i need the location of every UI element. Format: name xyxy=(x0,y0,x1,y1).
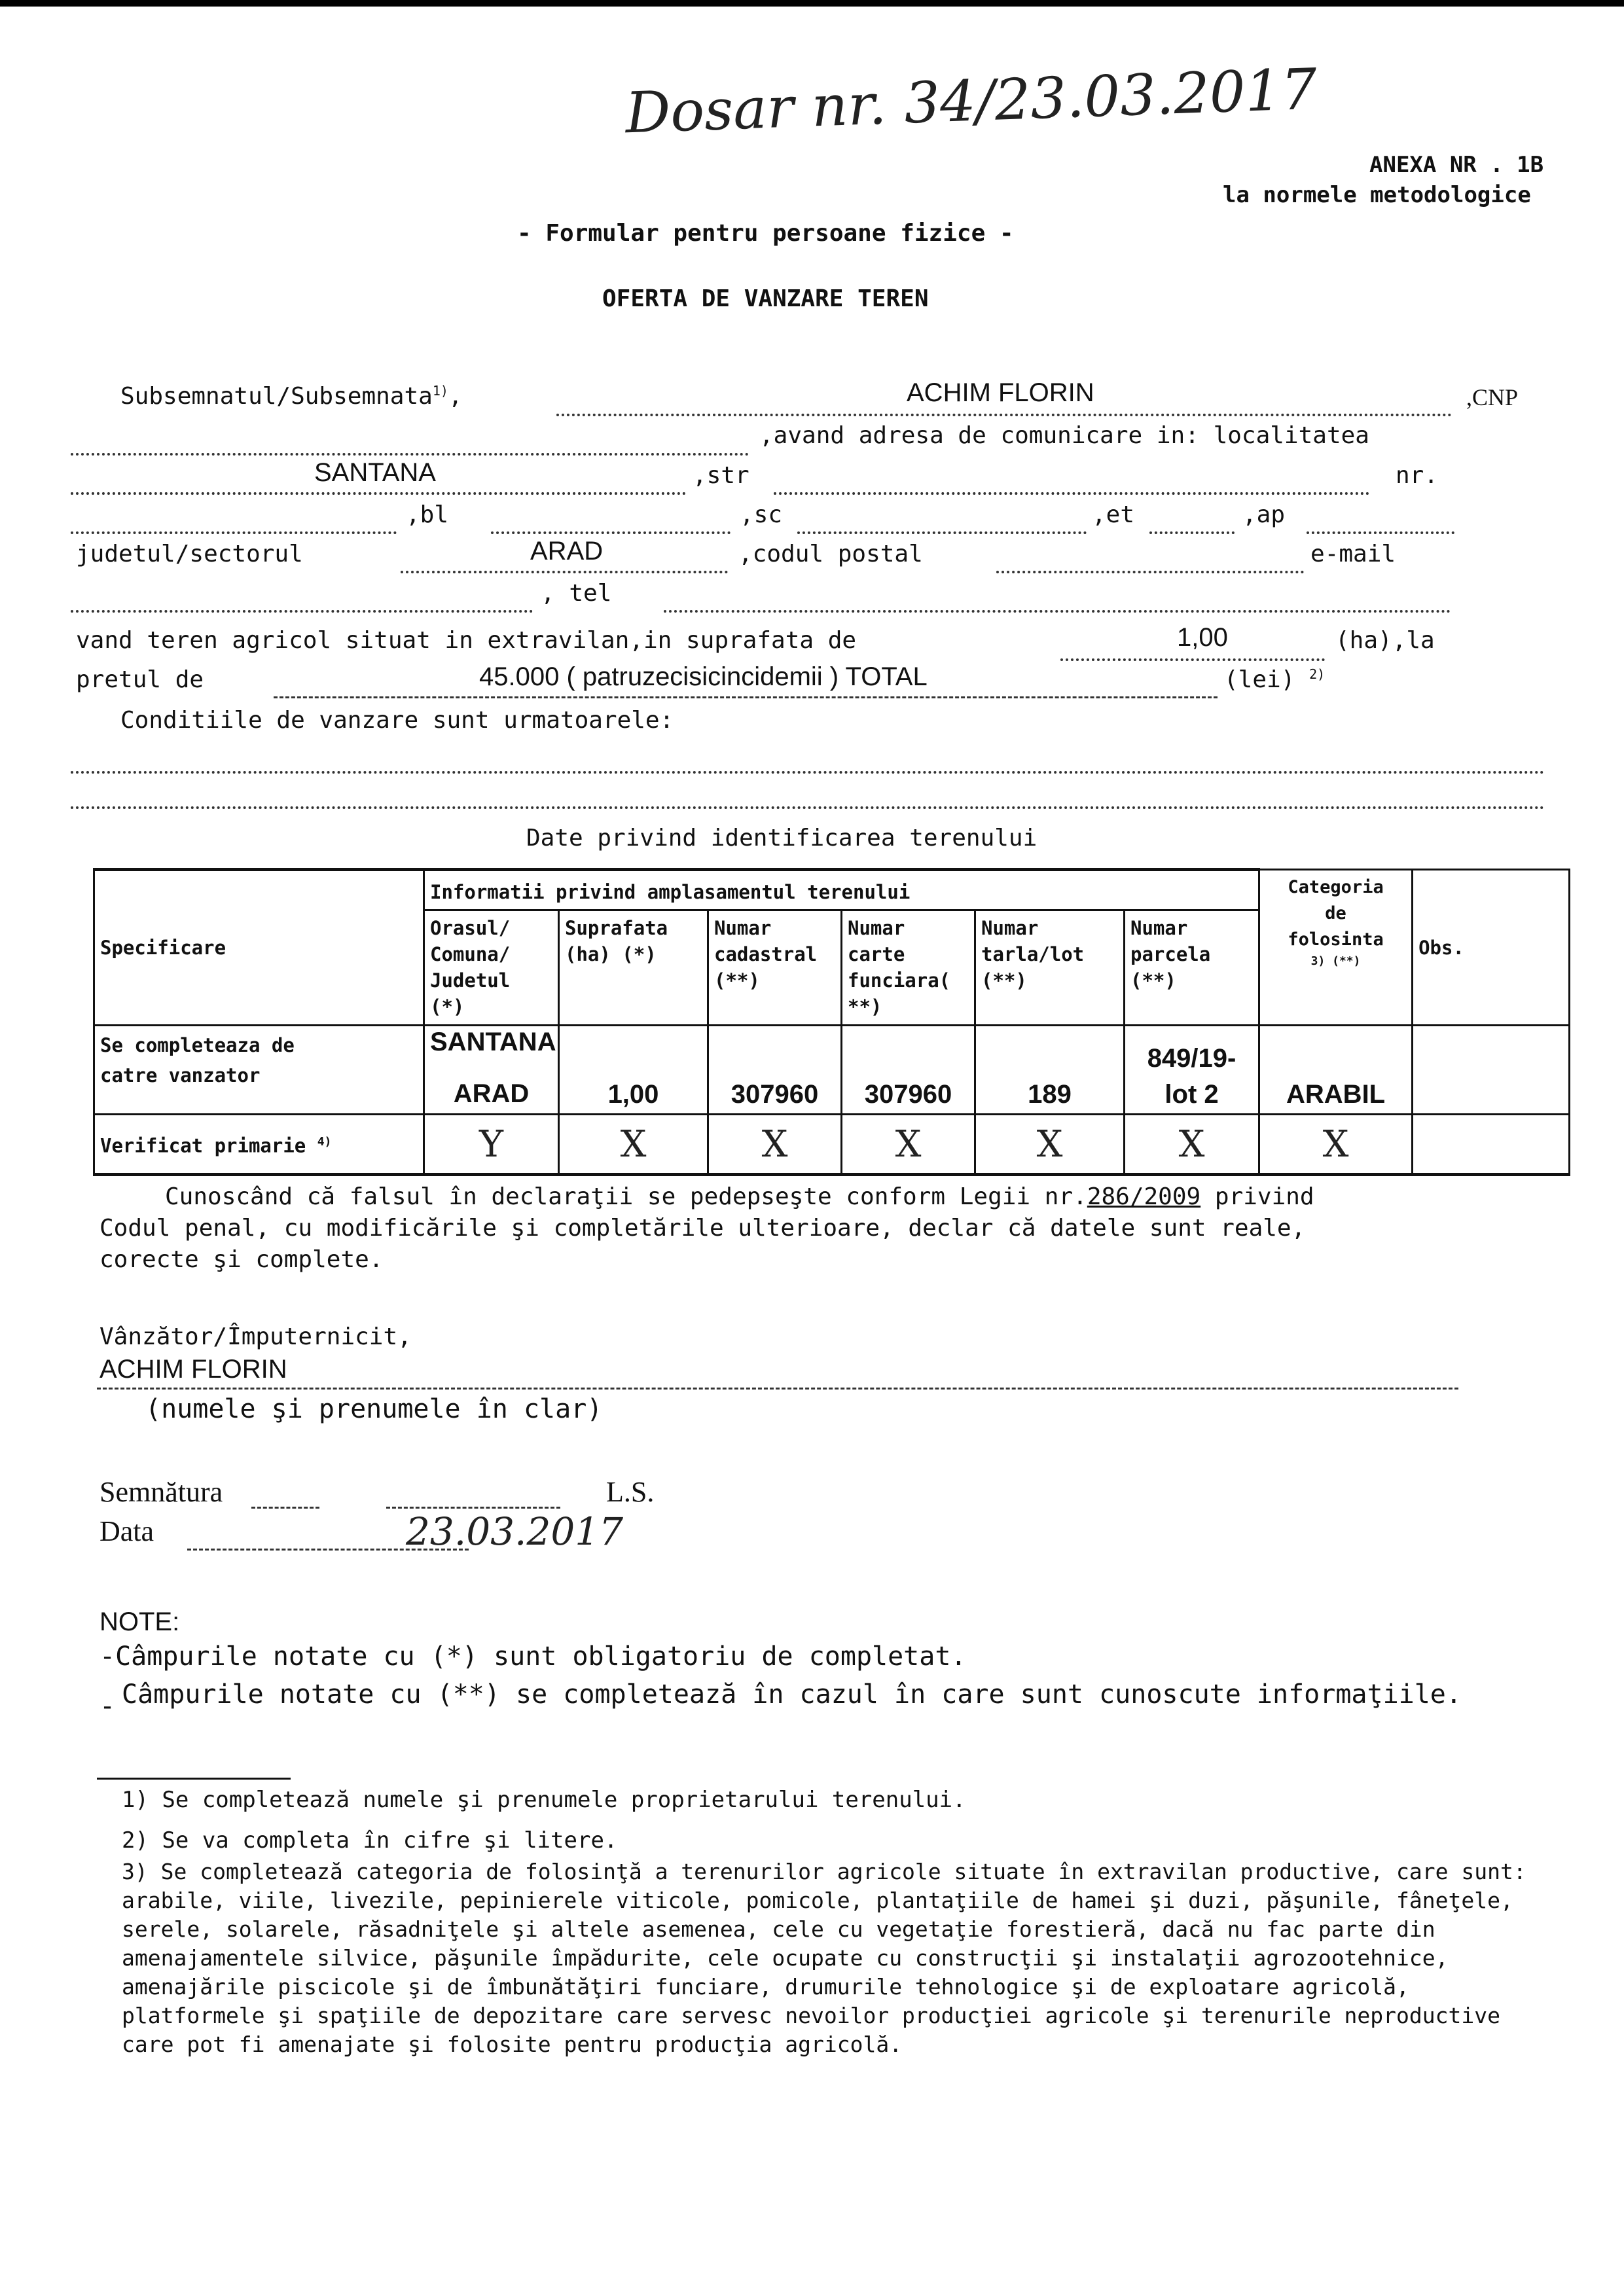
footnote-3: 3) Se completează categoria de folosinţă a terenurilor agricole situate în extravilan productive, care sunt: arabile, viile, livezile, pepinierele viticole, pomicole, plantaţiile de hamei şi duzi, păşunile, fâneţele, serele, solarele, răsadniţele şi altele asemenea, cele cu vegetaţie forestieră, dacă nu fac parte din amenajamentele silvice, păşunile împădurite, cele ocupate cu construcţii şi instalaţii agrozootehnice, amenajările piscicole şi de îmbunătăţiri funciare, drumurile tehnologice şi de exploatare agricolă, platformele şi spaţiile de depozitare care servesc nevoilor producţiei agricole şi terenurile neproductive care pot fi amenajate şi folosite pentru producţia agricolă. xyxy=(122,1859,1526,2057)
document-title: OFERTA DE VANZARE TEREN xyxy=(602,285,929,312)
date-value[interactable]: 23.03.2017 xyxy=(406,1509,624,1554)
label-ha: (ha),la xyxy=(1335,627,1435,654)
check-cadastral[interactable]: X xyxy=(708,1115,842,1175)
cell-oras[interactable]: SANTANA ARAD xyxy=(424,1026,559,1115)
apartment-field-line xyxy=(1307,531,1454,534)
label-floor: ,et xyxy=(1092,501,1135,528)
block-field-line xyxy=(491,531,731,534)
footnote-2: 2) Se va completa în cifre şi litere. xyxy=(122,1827,618,1854)
label-email: e-mail xyxy=(1310,541,1396,567)
label-price: pretul de xyxy=(76,666,204,693)
county-field-line xyxy=(401,571,728,573)
email-field-line xyxy=(71,610,533,613)
check-carte-funciara[interactable]: X xyxy=(842,1115,975,1175)
price-field-line xyxy=(274,696,1218,698)
header-specificare: Specificare xyxy=(94,870,424,1026)
land-identification-table xyxy=(93,868,1570,1176)
conditions-line-1 xyxy=(71,771,1545,774)
header-suprafata: Suprafata (ha) (*) xyxy=(559,910,708,1026)
note-line-2: Câmpurile notate cu (**) se completează în cazul în care sunt cunoscute informaţiile. xyxy=(122,1679,1462,1710)
check-tarla[interactable]: X xyxy=(975,1115,1125,1175)
header-tarla: Numar tarla/lot (**) xyxy=(975,910,1125,1026)
table-caption: Date privind identificarea terenului xyxy=(526,825,1038,852)
label-street: ,str xyxy=(693,462,749,489)
check-categoria[interactable]: X xyxy=(1259,1115,1413,1175)
check-parcela[interactable]: X xyxy=(1125,1115,1259,1175)
price-value[interactable]: 45.000 ( patruzecisicincidemii ) TOTAL xyxy=(479,662,928,691)
check-suprafata[interactable]: X xyxy=(559,1115,708,1175)
header-carte-funciara: Numar carte funciara( **) xyxy=(842,910,975,1026)
footnote-1: 1) Se completează numele şi prenumele proprietarului terenului. xyxy=(122,1787,966,1813)
county-value[interactable]: ARAD xyxy=(530,537,604,565)
cell-obs[interactable] xyxy=(1413,1026,1570,1115)
staircase-field-line xyxy=(797,531,1087,534)
check-obs[interactable] xyxy=(1413,1115,1570,1175)
label-ls: L.S. xyxy=(606,1476,655,1508)
label-lei: (lei) $^{2)}$ xyxy=(1224,666,1326,693)
cell-cadastral[interactable]: 307960 xyxy=(708,1026,842,1115)
number-field-line xyxy=(71,531,397,534)
label-block: ,bl xyxy=(406,501,449,528)
footnote-separator xyxy=(97,1778,291,1780)
label-address: ,avand adresa de comunicare in: localitatea xyxy=(759,422,1369,449)
label-date: Data xyxy=(99,1515,154,1547)
label-postal-code: ,codul postal xyxy=(738,541,923,567)
label-subsemnatul: Subsemnatul/Subsemnata$^{1)}$, xyxy=(120,383,463,410)
phone-field-line xyxy=(664,610,1451,613)
note-line-1: -Câmpurile notate cu (*) sunt obligatoriu de completat. xyxy=(99,1641,967,1672)
cell-parcela[interactable]: 849/19- lot 2 xyxy=(1125,1026,1259,1115)
locality-field-line xyxy=(71,492,686,495)
row-label-verificat: Verificat primarie $^{4)}$ xyxy=(94,1115,424,1175)
notes-title: NOTE: xyxy=(99,1607,180,1636)
header-categoria: Categoria de folosinta 3) (**) xyxy=(1259,870,1413,1026)
locality-value[interactable]: SANTANA xyxy=(314,458,436,487)
seller-name-caption: (numele şi prenumele în clar) xyxy=(145,1394,603,1424)
row-label-vanzator: Se completeaza de catre vanzator xyxy=(94,1026,424,1115)
area-value[interactable]: 1,00 xyxy=(1177,623,1228,652)
declaration-line-2: Codul penal, cu modificările şi completările ulterioare, declar că datele sunt reale, xyxy=(99,1215,1306,1242)
header-location-group: Informatii privind amplasamentul terenului xyxy=(424,870,1259,910)
street-field-line xyxy=(774,492,1369,495)
annex-number: ANEXA NR . 1B xyxy=(1369,152,1544,178)
check-oras[interactable]: Y xyxy=(424,1115,559,1175)
area-field-line xyxy=(1060,658,1325,661)
cell-suprafata[interactable]: 1,00 xyxy=(559,1026,708,1115)
law-number: 286/2009 xyxy=(1087,1183,1201,1210)
label-staircase: ,sc xyxy=(740,501,783,528)
header-parcela: Numar parcela (**) xyxy=(1125,910,1259,1026)
cnp-field-line xyxy=(71,453,749,456)
annex-reference: la normele metodologice xyxy=(1223,182,1531,208)
label-conditions: Conditiile de vanzare sunt urmatoarele: xyxy=(120,707,674,734)
cell-categoria[interactable]: ARABIL xyxy=(1259,1026,1413,1115)
postal-code-field-line xyxy=(996,571,1304,573)
name-field-line xyxy=(556,414,1452,416)
label-number: nr. xyxy=(1396,462,1439,489)
label-county: judetul/sectorul xyxy=(76,541,303,567)
header-cadastral: Numar cadastral (**) xyxy=(708,910,842,1026)
signature-line-b xyxy=(386,1507,560,1509)
header-oras: Orasul/ Comuna/ Judetul (*) xyxy=(424,910,559,1026)
form-type: - Formular pentru persoane fizice - xyxy=(517,220,1014,247)
seller-name[interactable]: ACHIM FLORIN xyxy=(99,1355,287,1384)
label-signature: Semnătura xyxy=(99,1476,223,1508)
applicant-name[interactable]: ACHIM FLORIN xyxy=(907,378,1094,407)
handwritten-file-number: Dosar nr. 34/23.03.2017 xyxy=(624,56,1318,147)
declaration-line-3: corecte şi complete. xyxy=(99,1246,384,1273)
note-dash: - xyxy=(99,1691,116,1721)
seller-name-line xyxy=(97,1388,1458,1390)
label-cnp: ,CNP xyxy=(1466,384,1519,410)
header-obs: Obs. xyxy=(1413,870,1570,1026)
scan-top-edge xyxy=(0,0,1624,7)
conditions-line-2 xyxy=(71,806,1545,809)
label-land-offer: vand teren agricol situat in extravilan,in suprafata de xyxy=(76,627,857,654)
label-apartment: ,ap xyxy=(1242,501,1286,528)
signature-line-a xyxy=(251,1507,319,1509)
label-seller: Vânzător/Împuternicit, xyxy=(99,1323,412,1350)
cell-carte-funciara[interactable]: 307960 xyxy=(842,1026,975,1115)
floor-field-line xyxy=(1149,531,1235,534)
cell-tarla[interactable]: 189 xyxy=(975,1026,1125,1115)
declaration-line-1: Cunoscând că falsul în declaraţii se pedepseşte conform Legii nr.286/2009 privind xyxy=(165,1183,1314,1210)
label-phone: , tel xyxy=(541,580,612,607)
